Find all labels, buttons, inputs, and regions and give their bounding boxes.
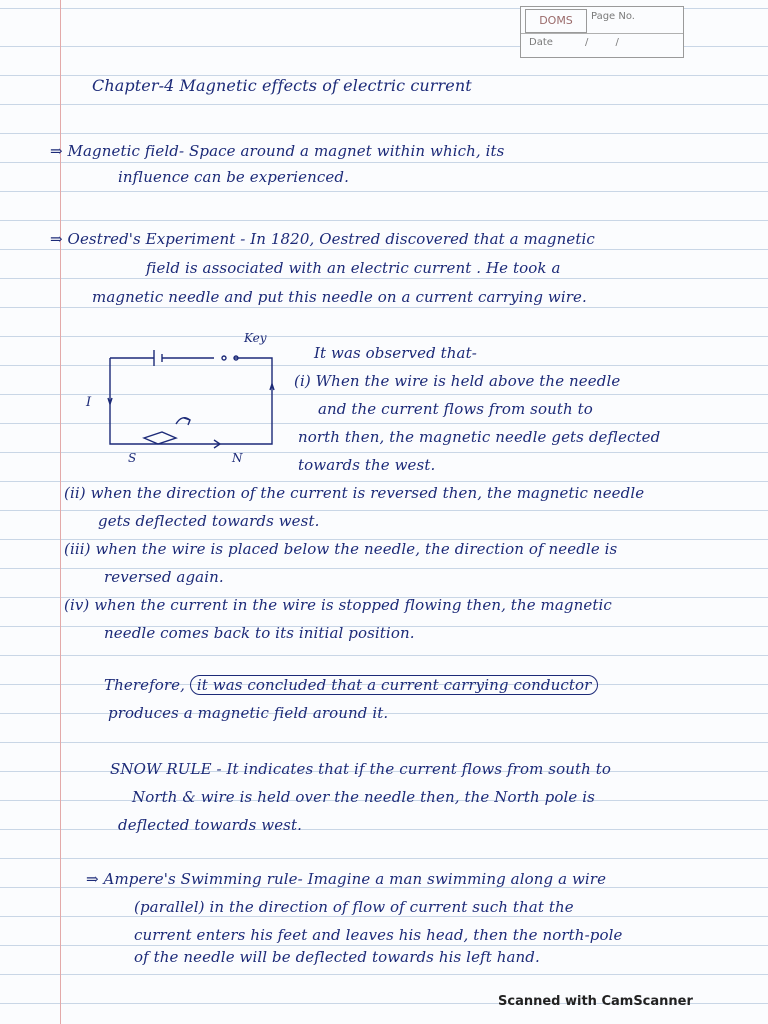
oersted-line-1 [50,230,595,248]
ampere-line-2: (parallel) in the direction of flow of current such that the [134,898,574,916]
stamp-divider [521,33,683,34]
arrow-bullet-icon: ⇒ [50,142,63,160]
scanner-watermark: Scanned with CamScanner [498,994,693,1009]
conclusion-text-1: it was concluded that a current carrying conductor [190,675,599,695]
observation-i-line-2: and the current flows from south to [318,400,593,418]
observation-intro: It was observed that- [314,344,477,362]
date-label: Date [529,37,553,48]
page-header-stamp [520,6,684,58]
ampere-line-4: of the needle will be deflected towards his left hand. [134,948,540,966]
oersted-line-2: field is associated with an electric current . He took a [146,259,561,277]
magnetic-field-line-2: influence can be experienced. [118,168,349,186]
oersted-line-3: magnetic needle and put this needle on a current carrying wire. [92,288,587,306]
conclusion-lead: Therefore, [104,676,185,694]
circuit-wire [110,358,272,444]
magnetic-field-text-1: Magnetic field- Space around a magnet within which, its [67,142,505,160]
observation-iii-line-1: (iii) when the wire is placed below the needle, the direction of needle is [64,540,618,558]
ampere-text-1: Ampere's Swimming rule- Imagine a man swimming along a wire [103,870,607,888]
arrow-bullet-icon: ⇒ [50,230,63,248]
south-label: S [128,451,137,465]
conclusion-line-2: produces a magnetic field around it. [108,704,389,722]
arrow-bullet-icon: ⇒ [86,870,99,888]
ampere-line-1 [86,870,606,888]
north-label: N [232,451,243,465]
observation-i-line-3: north then, the magnetic needle gets deflected [298,428,661,446]
current-label: I [86,395,92,410]
observation-ii-line-2: gets deflected towards west. [98,512,320,530]
chapter-title: Chapter-4 Magnetic effects of electric current [92,76,472,95]
date-slashes: / / [585,37,619,48]
ampere-line-3: current enters his feet and leaves his head, then the north-pole [134,926,623,944]
magnetic-needle [144,432,176,444]
observation-iv-line-1: (iv) when the current in the wire is stopped flowing then, the magnetic [64,596,612,614]
conclusion-line-1 [104,676,598,694]
snow-rule-line-1: SNOW RULE - It indicates that if the current flows from south to [110,760,611,778]
magnetic-field-line-1 [50,142,504,160]
observation-iii-line-2: reversed again. [104,568,224,586]
snow-rule-line-3: deflected towards west. [118,816,302,834]
snow-rule-line-2: North & wire is held over the needle then, the North pole is [132,788,595,806]
observation-i-line-1: (i) When the wire is held above the needle [294,372,621,390]
circuit-diagram [84,328,306,468]
oersted-text-1: Oestred's Experiment - In 1820, Oestred discovered that a magnetic [67,230,595,248]
page-no-label: Page No. [591,11,635,22]
key-terminal [222,356,226,360]
observation-iv-line-2: needle comes back to its initial position. [104,624,415,642]
key-label: Key [244,331,267,345]
observation-i-line-4: towards the west. [298,456,436,474]
brand-logo: DOMS [525,9,587,33]
observation-ii-line-1: (ii) when the direction of the current is reversed then, the magnetic needle [64,484,645,502]
